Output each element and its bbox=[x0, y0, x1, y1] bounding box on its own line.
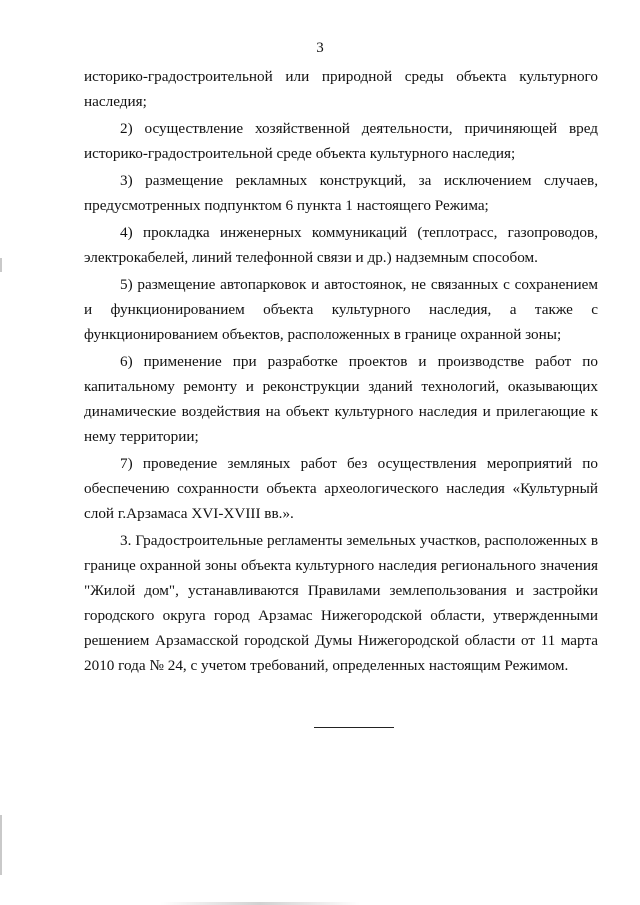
paragraph-item-3: 3) размещение рекламных конструкций, за исключением случаев, предусмотренных подпунктом 6 пункта 1 настоящего Режима; bbox=[84, 172, 598, 214]
paragraph-item-2: 2) осуществление хозяйственной деятельности, причиняющей вред историко-градостроительной среде объекта культурного наследия; bbox=[84, 120, 598, 162]
paragraph-section-3: 3. Градостроительные регламенты земельных участков, расположенных в границе охранной зоны объекта культурного наследия регионального значения "Жилой дом", устанавливаются Правилами землепользования и застройки городского округа город Арзамас Нижегородской области, утвержденными решением Арзамасской городской Думы Нижегородской области от 11 марта 2010 года № 24, с учетом требований, определенных настоящим Режимом. bbox=[84, 532, 598, 674]
scan-margin-mark bbox=[0, 815, 2, 875]
paragraph-item-6: 6) применение при разработке проектов и производстве работ по капитальному ремонту и реконструкции зданий технологий, оказывающих динамические воздействия на объект культурного наследия и прилегающие к нему территории; bbox=[84, 353, 598, 445]
closing-divider bbox=[314, 727, 394, 728]
document-body bbox=[84, 64, 598, 678]
paragraph-item-4: 4) прокладка инженерных коммуникаций (теплотрасс, газопроводов, электрокабелей, линий телефонной связи и др.) надземным способом. bbox=[84, 224, 598, 266]
scan-margin-mark bbox=[0, 258, 2, 272]
page-number: 3 bbox=[316, 40, 324, 56]
paragraph-item-5: 5) размещение автопарковок и автостоянок, не связанных с сохранением и функционированием объекта культурного наследия, а также с функционированием объектов, расположенных в границе охранной зоны; bbox=[84, 276, 598, 343]
paragraph-item-7: 7) проведение земляных работ без осуществления мероприятий по обеспечению сохранности объекта археологического наследия «Культурный слой г.Арзамаса XVI-XVIII вв.». bbox=[84, 455, 598, 522]
paragraph-continuation: историко-градостроительной или природной среды объекта культурного наследия; bbox=[84, 68, 598, 110]
